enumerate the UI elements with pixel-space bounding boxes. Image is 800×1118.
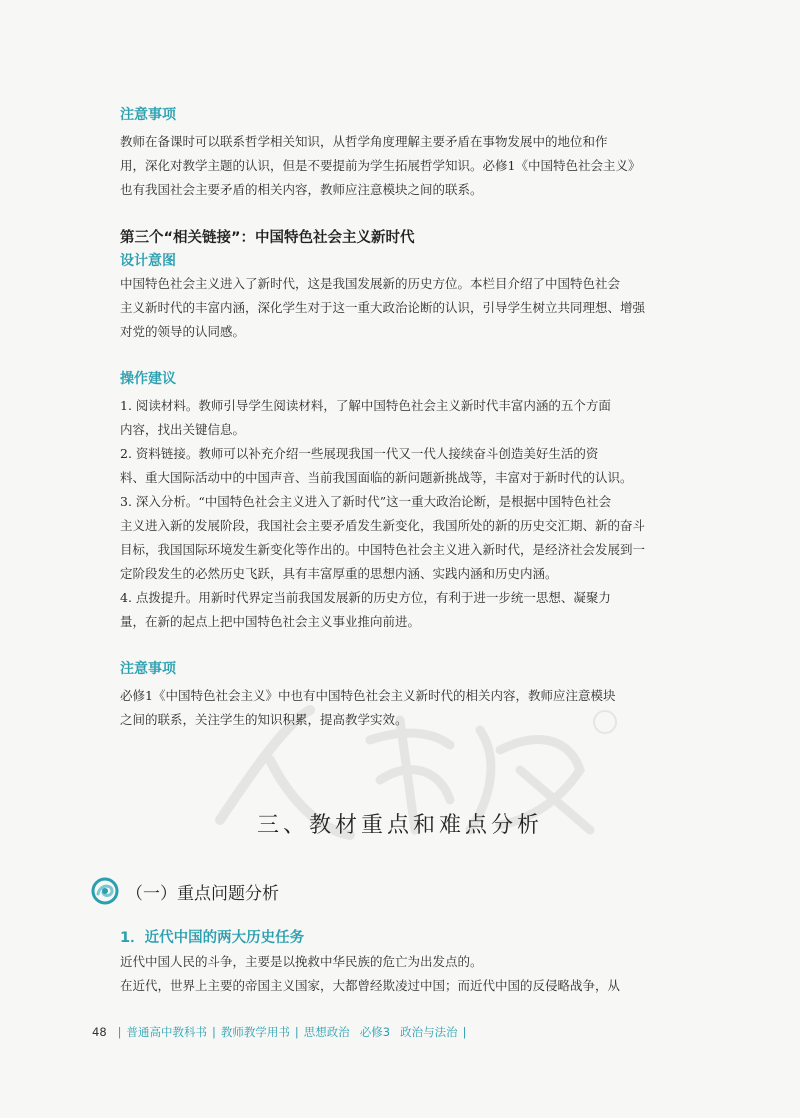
ops-line: 1. 阅读材料。教师引导学生阅读材料，了解中国特色社会主义新时代丰富内涵的五个方面 (120, 398, 611, 413)
footer-item: 思想政治 (303, 1025, 350, 1039)
sub-section-header (90, 876, 279, 906)
ops-line: 2. 资料链接。教师可以补充介绍一些展现我国一代又一代人接续奋斗创造美好生活的资 (120, 446, 599, 461)
lesson-line: 在近代，世界上主要的帝国主义国家，大都曾经欺凌过中国；而近代中国的反侵略战争，从 (120, 978, 621, 993)
footer-separator: | (117, 1025, 122, 1039)
footer-item: 普通高中教科书 (126, 1025, 208, 1039)
ops-line: 3. 深入分析。“中国特色社会主义进入了新时代”这一重大政治论断，是根据中国特色社会 (120, 494, 612, 509)
ops-line: 量，在新的起点上把中国特色社会主义事业推向前进。 (120, 614, 421, 629)
operation-suggestions-heading: 操作建议 (120, 371, 176, 387)
main-text (120, 104, 670, 732)
swirl-icon (90, 876, 120, 906)
sub-section-label: （一）重点问题分析 (126, 883, 279, 904)
ops-line: 4. 点拨提升。用新时代界定当前我国发展新的历史方位，有利于进一步统一思想、凝聚力 (120, 590, 611, 605)
footer-separator: | (462, 1025, 467, 1039)
design-intent-heading: 设计意图 (120, 253, 176, 269)
related-link-title: 第三个“相关链接”：中国特色社会主义新时代 (120, 230, 415, 246)
ops-line: 定阶段发生的必然历史飞跃，具有丰富厚重的思想内涵、实践内涵和历史内涵。 (120, 566, 558, 581)
section-title: 三、教材重点和难点分析 (256, 813, 543, 838)
footer-separator: | (212, 1025, 216, 1039)
notes-heading: 注意事项 (120, 107, 176, 123)
notes-heading: 注意事项 (120, 661, 176, 677)
page-number: 48 (92, 1025, 107, 1039)
notes-line: 之间的联系，关注学生的知识积累，提高教学实效。 (120, 712, 408, 727)
footer-item: 政治与法治 (400, 1025, 458, 1039)
notes-line: 用，深化对教学主题的认识，但是不要提前为学生拓展哲学知识。必修1《中国特色社会主义》 (120, 158, 641, 173)
design-line: 对党的领导的认同感。 (120, 324, 246, 339)
design-line: 中国特色社会主义进入了新时代，这是我国发展新的历史方位。本栏目介绍了中国特色社会 (120, 276, 621, 291)
lesson-block (120, 926, 670, 998)
notes-line: 也有我国社会主要矛盾的相关内容，教师应注意模块之间的联系。 (120, 182, 483, 197)
ops-line: 主义进入新的发展阶段，我国社会主要矛盾发生新变化，我国所处的新的历史交汇期、新的奋斗 (120, 518, 646, 533)
notes-line: 必修1《中国特色社会主义》中也有中国特色社会主义新时代的相关内容，教师应注意模块 (120, 688, 616, 703)
ops-line: 目标，我国国际环境发生新变化等作出的。中国特色社会主义进入新时代，是经济社会发展到一 (120, 542, 646, 557)
lesson-line: 近代中国人民的斗争，主要是以挽救中华民族的危亡为出发点的。 (120, 954, 483, 969)
ops-line: 料、重大国际活动中的中国声音、当前我国面临的新问题新挑战等，丰富对于新时代的认识。 (120, 470, 633, 485)
ops-line: 内容，找出关键信息。 (120, 422, 246, 437)
lesson-title: 1．近代中国的两大历史任务 (120, 930, 305, 946)
page-footer (92, 1024, 471, 1040)
design-line: 主义新时代的丰富内涵，深化学生对于这一重大政治论断的认识，引导学生树立共同理想、增强 (120, 300, 646, 315)
footer-item: 必修3 (359, 1025, 391, 1039)
notes-line: 教师在备课时可以联系哲学相关知识，从哲学角度理解主要矛盾在事物发展中的地位和作 (120, 134, 608, 149)
footer-item: 教师教学用书 (220, 1025, 290, 1039)
footer-separator: | (294, 1025, 299, 1039)
